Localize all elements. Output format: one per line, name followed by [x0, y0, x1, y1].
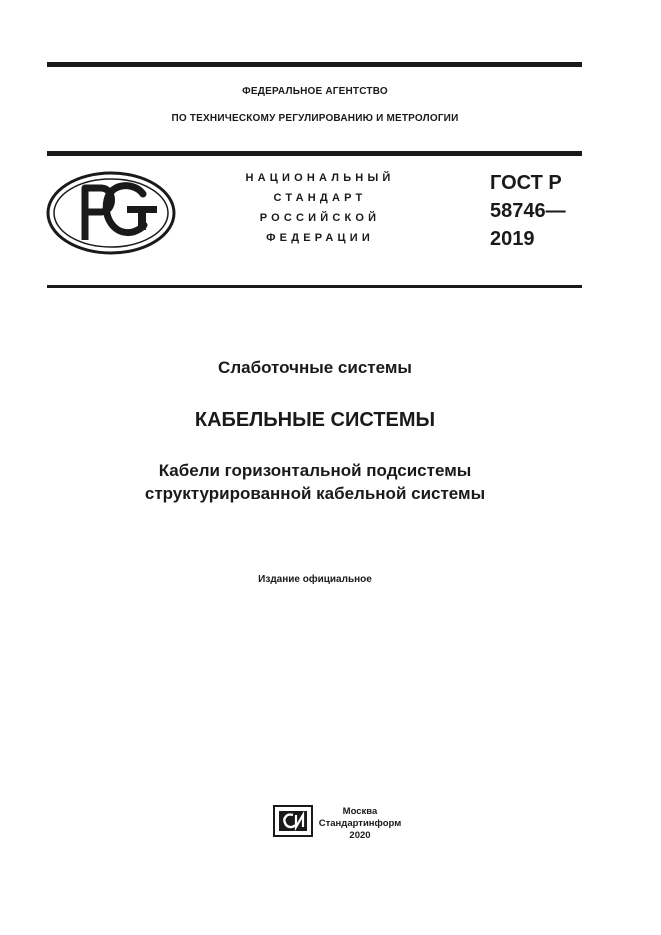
publisher-city: Москва: [342, 806, 378, 817]
gost-designation-line-2: 58746—: [490, 200, 566, 222]
bottom-rule: [47, 285, 582, 288]
standard-type-line-3: РОССИЙСКОЙ: [259, 212, 381, 224]
title-sub-line-1: Кабели горизонтальной подсистемы: [158, 461, 472, 480]
publisher-year: 2020: [349, 830, 371, 841]
title-sub-line-2: структурированной кабельной системы: [144, 484, 486, 503]
title-main: КАБЕЛЬНЫЕ СИСТЕМЫ: [194, 409, 436, 431]
standard-type-line-2: СТАНДАРТ: [273, 192, 367, 204]
gost-designation-line-3: 2019: [490, 228, 535, 250]
agency-line-1: ФЕДЕРАЛЬНОЕ АГЕНТСТВО: [242, 86, 388, 97]
publisher-name: Стандартинформ: [318, 818, 402, 829]
standard-type-line-4: ФЕДЕРАЦИИ: [266, 232, 374, 244]
top-rule: [47, 62, 582, 67]
rst-emblem-icon: [45, 170, 177, 256]
edition-note: Издание официальное: [258, 574, 372, 585]
gost-designation-line-1: ГОСТ Р: [490, 172, 562, 194]
standartinform-logo-icon: [273, 805, 313, 837]
standard-type-line-1: НАЦИОНАЛЬНЫЙ: [245, 172, 395, 184]
title-group: Слаботочные системы: [218, 358, 412, 377]
agency-line-2: ПО ТЕХНИЧЕСКОМУ РЕГУЛИРОВАНИЮ И МЕТРОЛОГИИ: [171, 113, 459, 124]
middle-rule: [47, 151, 582, 156]
